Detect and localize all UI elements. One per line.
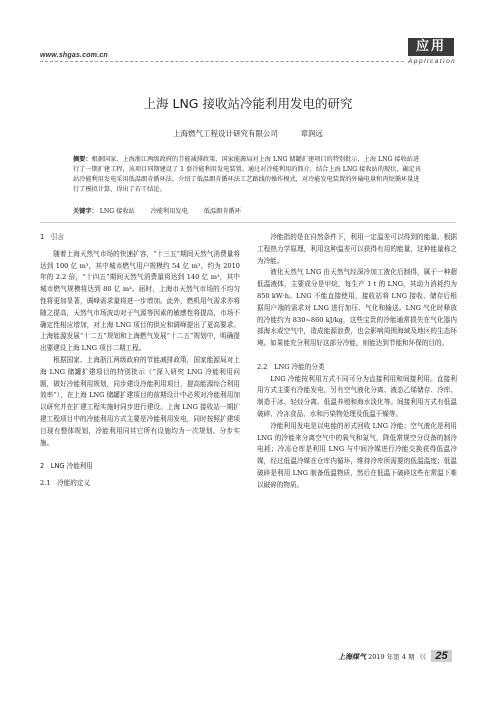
- right-column: [257, 232, 457, 492]
- keyword: LNG 接收站: [99, 208, 135, 215]
- issue-info: 2019 年第 4 期: [368, 653, 415, 661]
- section-badge-subtitle: Application: [408, 58, 457, 65]
- paragraph: LNG 冷能按利用方式不同可分为直接利用和间接利用。直接利用方式主要有冷能发电，另有空气液化分离、液态乙烯储存、冷库、制造干冰、轻烃分离、低温养殖和海水淡化等。间接利用方式有低温破碎、冷冻食品、水和污染物处理及低温干燥等。: [257, 374, 457, 418]
- abstract-text: 根据国家、上海浙江两级政府的节能减排政策，国家能源局对上海 LNG 储罐扩建项目的特别批示，上海 LNG 接收站进行了一期扩建工程，该项目同期建设了 1 套冷能利用发电装置。通过对冷能利用的简介，结合上海 LNG 接收站的现状，确定该站冷能利用发电采用低温朗肯循环法。介绍了低温朗肯循环法工艺路线的操作模式，对冷能发电装置的外输电量和丙烷循环量进行了模拟计算，得出了若干结论。: [73, 156, 422, 193]
- paragraph: 冷能指的是在自然条件下，利用一定温差可以得到的能量。根据工程热力学原理，利用这种温差可以获得有用的能量，这种能量称之为冷能。: [257, 233, 457, 265]
- abstract-divider: [40, 222, 456, 223]
- section-heading-lng-cold-energy: 2 LNG 冷能利用: [40, 462, 93, 471]
- section-heading-introduction: 1 引言: [40, 233, 64, 241]
- subsection-heading-classification: 2.2 LNG 冷能的分类: [257, 362, 325, 371]
- paragraph: 液化天然气 LNG 由天然气经深冷加工液化后制得，属于一种超低温液体，主要成分是甲烷，每生产 1 t 的 LNG，其动力消耗约为 850 kW·h。LNG 不能直接使用，接收站将 LNG 接收、储存后根据用户端的需求对 LNG 进行加压、气化和输送。LNG 气化时释放的冷能约为 830~860 kJ/kg，这些宝贵的冷能通常损失在气化器内部海水或空气中，造成能源浪费，也会影响周围海域及地区的生态环境。如果能充分利用好这部分冷能，则能达到节能和环保的目的。: [257, 268, 457, 348]
- journal-name: 上海煤气: [338, 652, 366, 661]
- article-title: 上海 LNG 接收站冷能利用发电的研究: [143, 96, 353, 111]
- section-badge: 应用: [408, 38, 454, 56]
- page-footer: [338, 650, 452, 662]
- keywords-label: 关键字：: [73, 208, 98, 215]
- keyword: 低温朗肯循环: [203, 208, 241, 215]
- abstract: [73, 155, 423, 195]
- footer-deco: 《《: [416, 653, 427, 661]
- paragraph: 冷能利用发电是以电能的形式回收 LNG 冷能；空气液化是利用 LNG 的冷能来分离空气中的氧气和氮气，降低常规空分设备的制冷电耗；冷冻仓库是利用 LNG 与中间冷媒进行冷能交换获得低温冷媒，经过低温冷媒在仓库内循环，维持冷库所需要的低温温度；低温破碎是利用 LNG 制备低温物质，然后在低温下破碎这些在常温下难以破碎的物质。: [257, 421, 457, 489]
- keywords: [73, 207, 423, 217]
- paragraph: 根据国家、上海浙江两级政府的节能减排政策，国家能源局对上海 LNG 储罐扩建项目的特别批示（“深入研究 LNG 冷能利用问题，做好冷能利用规划，同步建设冷能利用项目，提高能源综合利用效率”），在上海 LNG 储罐扩建项目的前期设计中必须对冷能利用加以研究并在扩建工程实施时同步进行建设。上海 LNG 接收站一期扩建工程项目中的冷能利用方式主要是冷能利用发电，同时按照扩建项目现有整体规划，冷能利用同其它所有设施均为一次规划、分步实施。: [40, 355, 240, 447]
- left-column: [40, 232, 240, 490]
- paragraph: 随着上海天然气市场的快速扩容，“十三五”期间天然气消费量将达到 100 亿 m³，其中城市燃气用户规模约 54 亿 m³，约为 2010 年的 2.2 倍，“十四五”期间天然气消费量将达到 140 亿 m³，其中城市燃气规模将达到 80 亿 m³。届时，上海市天然气市场的不均匀性将更加显著，调峰需求量将进一步增加。此外，燃机用气需求亦将随之提高，天然气市场波动对于气源等因素的敏感性将提高，市场不确定性相应增加，对上海 LNG 项目的供应和调峰提出了更高要求。上海能源发展“十二五”规划和上海燃气发展“十二五”规划中，明确提出要建设上海 LNG 项目二期工程。: [40, 249, 240, 353]
- keyword: 冷能利用发电: [150, 208, 188, 215]
- author-name: 章润远: [300, 129, 323, 138]
- affiliation: 上海燃气工程设计研究有限公司: [173, 129, 279, 138]
- abstract-label: 摘要：: [73, 156, 92, 163]
- website-url[interactable]: www.shgas.com.cn: [40, 52, 108, 59]
- author-line: [40, 128, 456, 139]
- header-divider: [40, 61, 404, 62]
- subsection-heading-definition: 2.1 冷能的定义: [40, 478, 91, 487]
- page-number: 25: [431, 650, 451, 662]
